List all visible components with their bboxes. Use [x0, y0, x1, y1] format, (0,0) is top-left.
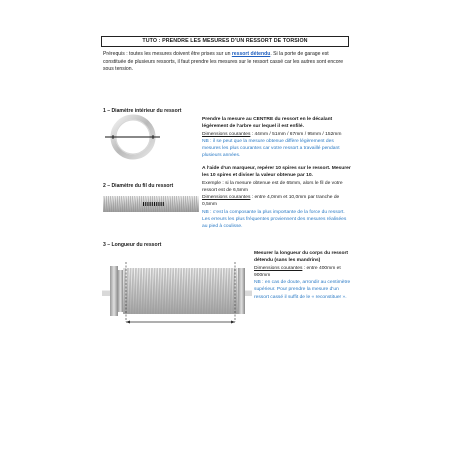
marker-stroke	[145, 202, 146, 206]
section-3-instruction: Mesurer la longueur du corps du ressort détendu (sans les mandrins)	[254, 251, 349, 264]
section-2-note: NB : c’est la composante la plus importante de la force du ressort. Les erreurs les plus fréquentes proviennent des mesures réalisées au pied à coulisse.	[202, 209, 347, 230]
section-3-dimensions	[254, 265, 354, 280]
section-1-dimensions	[202, 131, 352, 138]
page-title: TUTO : PRENDRE LES MESURES D’UN RESSORT DE TORSION	[101, 36, 349, 47]
spring-wire-coils-illustration	[103, 194, 199, 214]
relaxed-spring-link[interactable]: ressort détendu	[231, 51, 271, 57]
section-1-dimensions-values: : 44mm / 51mm / 67mm / 95mm / 152mm	[250, 131, 342, 137]
marker-stroke	[143, 202, 144, 206]
section-2-text	[202, 165, 352, 231]
section-3-note: NB : en cas de doute, arrondir au centimètre supérieur. Pour prendre la mesure d’un ressort cassé il suffit de le « reconstituer ».	[254, 280, 351, 300]
marker-stroke	[147, 202, 148, 206]
section-1-title: 1 – Diamètre intérieur du ressort	[103, 108, 182, 114]
intro-text-end: . Si la porte de garage est constituée de plusieurs ressorts, il faut prendre les mesures sur le ressort cassé car les autres sont encore sous tension.	[103, 51, 344, 73]
section-1-note: NB : il se peut que la mesure obtenue diffère légèrement des mesures les plus courantes car votre ressort a travaillé pendant plusieurs années.	[202, 138, 340, 159]
section-3-title: 3 – Longueur du ressort	[103, 242, 162, 248]
section-3-text	[254, 250, 354, 301]
section-2-instruction: A l’aide d’un marqueur, repérer 10 spires sur le ressort. Mesurer les 10 spires et diviser la valeur obtenue par 10.	[202, 166, 351, 179]
section-1-text	[202, 116, 352, 160]
section-2-dimensions	[202, 194, 352, 209]
section-2-dimensions-label: Dimensions courantes	[202, 195, 251, 201]
section-1-dimensions-label: Dimensions courantes	[202, 131, 251, 137]
section-3-dimensions-values: : entre 400mm et 900mm	[254, 265, 341, 278]
marker-stroke	[154, 202, 155, 206]
intro-paragraph	[103, 51, 353, 74]
marker-stroke	[152, 202, 153, 206]
section-1-instruction: Prendre la mesure au CENTRE du ressort en le décalant légèrement de l’arbre sur lequel il est enfilé.	[202, 117, 333, 130]
marker-stroke	[150, 202, 151, 206]
marker-stroke	[156, 202, 157, 206]
marker-stroke	[163, 202, 164, 206]
spring-end-view-illustration	[103, 115, 193, 160]
marker-stroke	[161, 202, 162, 206]
section-2-title: 2 – Diamètre du fil du ressort	[103, 183, 174, 189]
section-2-example: Exemple : si la mesure obtenue est de 65mm, alors le fil de votre ressort est de 6,5mm	[202, 180, 343, 193]
section-3-dimensions-label: Dimensions courantes	[254, 265, 303, 271]
section-2-dimensions-values: : entre 4,0mm et 10,0mm par tranche de 0,5mm	[202, 195, 340, 208]
marker-stroke	[158, 202, 159, 206]
spring-length-illustration	[102, 256, 252, 328]
intro-text-start: Prérequis : toutes les mesures doivent être prises sur un	[103, 51, 232, 57]
